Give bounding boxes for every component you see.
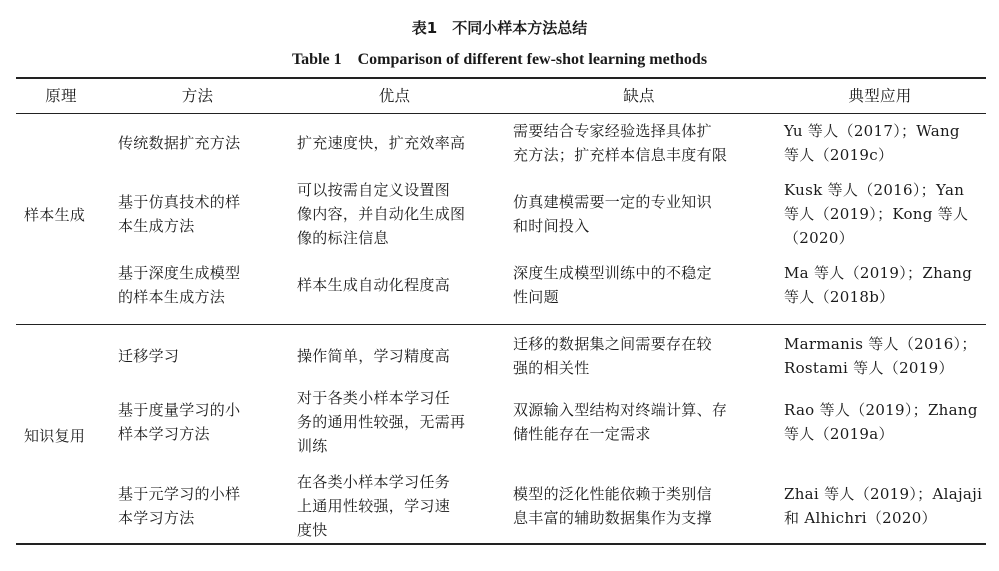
pros-cell: 对于各类小样本学习任 务的通用性较强，无需再 训练 xyxy=(297,389,466,455)
method-cell: 基于深度生成模型 的样本生成方法 xyxy=(118,264,241,306)
applications-cell: Rao 等人（2019）；Zhang 等人（2019a） xyxy=(784,401,978,443)
header-applications: 典型应用 xyxy=(848,87,912,105)
applications-cell: Marmanis 等人（2016）； Rostami 等人（2019） xyxy=(784,335,977,377)
applications-cell: Yu 等人（2017）；Wang 等人（2019c） xyxy=(784,122,960,164)
pros-cell: 在各类小样本学习任务 上通用性较强，学习速 度快 xyxy=(297,473,451,539)
principle-knowledge-reuse: 知识复用 xyxy=(24,427,86,445)
cons-cell: 双源输入型结构对终端计算、存 储性能存在一定需求 xyxy=(513,401,728,443)
method-cell: 传统数据扩充方法 xyxy=(118,134,241,152)
cons-cell: 仿真建模需要一定的专业知识 和时间投入 xyxy=(513,193,712,235)
header-rule xyxy=(16,113,986,114)
pros-cell: 扩充速度快，扩充效率高 xyxy=(297,134,466,152)
table-caption-chinese: 表1 不同小样本方法总结 xyxy=(411,19,588,37)
top-rule xyxy=(16,77,986,79)
method-cell: 基于度量学习的小 样本学习方法 xyxy=(118,401,241,443)
applications-cell: Zhai 等人（2019）；Alajaji 和 Alhichri（2020） xyxy=(784,485,983,527)
method-cell: 基于元学习的小样 本学习方法 xyxy=(118,485,241,527)
header-pros: 优点 xyxy=(378,87,411,105)
pros-cell: 样本生成自动化程度高 xyxy=(297,276,451,294)
table-caption-english: Table 1 Comparison of different few-shot learning methods xyxy=(291,51,708,68)
principle-sample-generation: 样本生成 xyxy=(24,206,86,224)
cons-cell: 迁移的数据集之间需要存在较 强的相关性 xyxy=(513,335,712,377)
header-cons: 缺点 xyxy=(623,87,655,105)
method-cell: 基于仿真技术的样 本生成方法 xyxy=(118,193,241,235)
header-principle: 原理 xyxy=(45,87,77,105)
pros-cell: 可以按需自定义设置图 像内容，并自动化生成图 像的标注信息 xyxy=(297,181,466,247)
applications-cell: Ma 等人（2019）；Zhang 等人（2018b） xyxy=(784,264,973,306)
cons-cell: 深度生成模型训练中的不稳定 性问题 xyxy=(513,264,712,306)
method-cell: 迁移学习 xyxy=(118,347,180,365)
applications-cell: Kusk 等人（2016）；Yan 等人（2019）；Kong 等人 （2020） xyxy=(784,181,969,247)
group-separator-rule xyxy=(16,324,986,325)
cons-cell: 需要结合专家经验选择具体扩 充方法；扩充样本信息丰度有限 xyxy=(513,122,728,164)
bottom-rule xyxy=(16,543,986,545)
header-method: 方法 xyxy=(181,87,214,105)
cons-cell: 模型的泛化性能依赖于类别信 息丰富的辅助数据集作为支撑 xyxy=(513,485,712,527)
pros-cell: 操作简单，学习精度高 xyxy=(297,347,451,365)
